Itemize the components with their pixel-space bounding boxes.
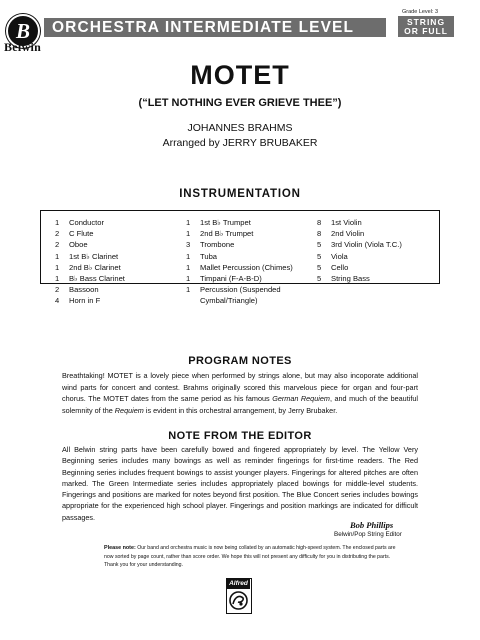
instrument-row	[317, 251, 402, 262]
instrument-name: Tuba	[200, 251, 218, 261]
editor-signature: Bob Phillips	[350, 520, 394, 530]
instrument-row	[55, 284, 125, 295]
instrument-name: Mallet Percussion (Chimes)	[200, 262, 293, 272]
instrument-row	[55, 251, 125, 262]
instrument-quantity: 1	[186, 251, 191, 261]
instrument-row	[317, 217, 402, 228]
instrument-row	[186, 273, 293, 284]
please-note-label: Please note:	[104, 545, 136, 551]
instrument-column-2	[186, 217, 293, 307]
belwin-logo-text: Belwin	[4, 40, 42, 54]
composer: JOHANNES BRAHMS	[187, 122, 293, 134]
belwin-logo-icon: B	[6, 14, 40, 48]
instrument-name: String Bass	[331, 274, 370, 284]
instrument-row	[55, 262, 125, 273]
instrument-name: 2nd Violin	[331, 229, 365, 239]
instrument-name: Horn in F	[69, 296, 101, 306]
instrument-row	[186, 251, 293, 262]
instrument-name: 3rd Violin (Viola T.C.)	[331, 240, 402, 250]
instrument-quantity: 2	[55, 285, 60, 295]
instrument-name: Bassoon	[69, 285, 99, 295]
instrument-quantity: 3	[186, 240, 191, 250]
program-notes-heading: PROGRAM NOTES	[188, 355, 292, 367]
instrument-row	[55, 273, 125, 284]
instrument-name: Timpani (F-A-B-D)	[200, 274, 262, 284]
instrument-quantity: 1	[186, 218, 191, 227]
program-notes-part-1: Breathtaking! MOTET is a lovely piece when performed by strings alone, but may also incoporate additional wind parts for concert and contest. Brahms originally scored this marvelous piece for organ and four-part chorus. The MOTET dates from the same period as his famous	[62, 371, 418, 404]
instrument-quantity: 5	[317, 251, 322, 261]
instrument-row	[55, 228, 125, 239]
instrument-name-continuation: Cymbal/Triangle)	[200, 296, 258, 306]
instrument-quantity: 1	[55, 274, 60, 284]
instrument-quantity: 1	[186, 274, 191, 284]
instrument-column-1	[55, 217, 125, 307]
instrument-name: C Flute	[69, 229, 94, 239]
instrument-row	[186, 217, 293, 228]
instrument-quantity: 5	[317, 240, 322, 250]
alfred-logo-icon	[226, 578, 252, 614]
instrument-quantity: 1	[186, 229, 191, 239]
instrument-quantity: 2	[55, 229, 60, 239]
instrument-row	[186, 284, 293, 295]
instrument-row	[186, 239, 293, 250]
instrument-quantity: 1	[55, 251, 60, 261]
instrument-quantity: 1	[55, 262, 60, 272]
arranger: Arranged by JERRY BRUBAKER	[162, 137, 318, 149]
instrument-name: Cello	[331, 262, 349, 272]
series-title: ORCHESTRA INTERMEDIATE LEVEL	[52, 19, 355, 36]
grade-level: Grade Level: 3	[402, 9, 439, 15]
please-note	[104, 544, 404, 570]
alfred-logo-text: Alfred	[227, 579, 250, 589]
instrument-quantity: 5	[317, 262, 322, 272]
piece-title: MOTET	[190, 60, 290, 90]
badge-line-1: STRING	[406, 17, 446, 27]
instrument-column-3	[317, 217, 402, 284]
instrument-quantity: 5	[317, 274, 322, 284]
instrument-quantity: 2	[55, 240, 60, 250]
badge-line-2: OR FULL	[404, 26, 448, 36]
instrument-name: Viola	[331, 251, 348, 261]
instrument-quantity: 8	[317, 229, 322, 239]
instrument-name: 1st B♭ Trumpet	[200, 218, 251, 227]
instrument-name: Conductor	[69, 218, 105, 227]
program-notes-italic-2: Requiem	[114, 405, 144, 415]
program-notes-italic-1: German Requiem	[272, 394, 330, 404]
editor-note-heading: NOTE FROM THE EDITOR	[168, 430, 312, 442]
instrument-name: 1st Violin	[331, 218, 362, 227]
instrument-name: 1st B♭ Clarinet	[69, 251, 119, 261]
editor-note-text: All Belwin string parts have been carefully bowed and fingered appropriately by level. The Yellow Very Beginning series includes many bowings as well as reminder fingerings for first-time readers. The Red Beginning series includes frequent bowings to assist younger players. Fingerings for altered pitches are often marked. The Green Intermediate series includes appropriately placed bowings for middle-level students. Fingerings and positions are marked for notes beyond first position. The Blue Concert series includes bowings appropriate for the experienced high school player. Fingerings and position markings are indicated for difficult passages.	[62, 445, 418, 522]
instrument-quantity: 1	[186, 285, 191, 295]
editor-signature-title: Belwin/Pop String Editor	[334, 531, 402, 538]
instrument-name: 2nd B♭ Clarinet	[69, 262, 121, 272]
instrument-name: B♭ Bass Clarinet	[69, 274, 125, 284]
piece-subtitle: (“LET NOTHING EVER GRIEVE THEE”)	[138, 97, 342, 109]
instrument-row	[55, 295, 125, 306]
program-notes-part-3: is evident in this orchestral arrangement, by Jerry Brubaker.	[143, 405, 338, 415]
instrument-quantity: 1	[55, 218, 60, 227]
program-notes-text	[62, 370, 418, 416]
instrument-row	[317, 262, 402, 273]
instrument-name: Oboe	[69, 240, 88, 250]
instrument-row	[186, 228, 293, 239]
instrument-row	[317, 228, 402, 239]
instrumentation-heading: INSTRUMENTATION	[179, 188, 301, 200]
alfred-emblem-icon	[228, 590, 249, 611]
instrument-name: 2nd B♭ Trumpet	[200, 229, 254, 239]
instrument-row	[55, 217, 125, 228]
instrument-name: Percussion (Suspended	[200, 285, 281, 295]
program-notes-part-2: , and much of the beautiful solemnity of the	[62, 394, 418, 415]
string-or-full-badge	[398, 16, 454, 37]
instrument-quantity: 8	[317, 218, 322, 227]
please-note-text: Our band and orchestra music is now being collated by an automatic high-speed system. The enclosed parts are now sorted by page count, rather than score order. We hope this will not present any difficulty for you in distributing the parts. Thank you for your understanding.	[104, 545, 396, 569]
instrument-row	[317, 273, 402, 284]
instrument-quantity: 4	[55, 296, 60, 306]
instrument-name: Trombone	[200, 240, 235, 250]
instrument-quantity: 1	[186, 262, 191, 272]
instrument-row	[55, 239, 125, 250]
instrument-row	[186, 262, 293, 273]
instrument-row	[317, 239, 402, 250]
